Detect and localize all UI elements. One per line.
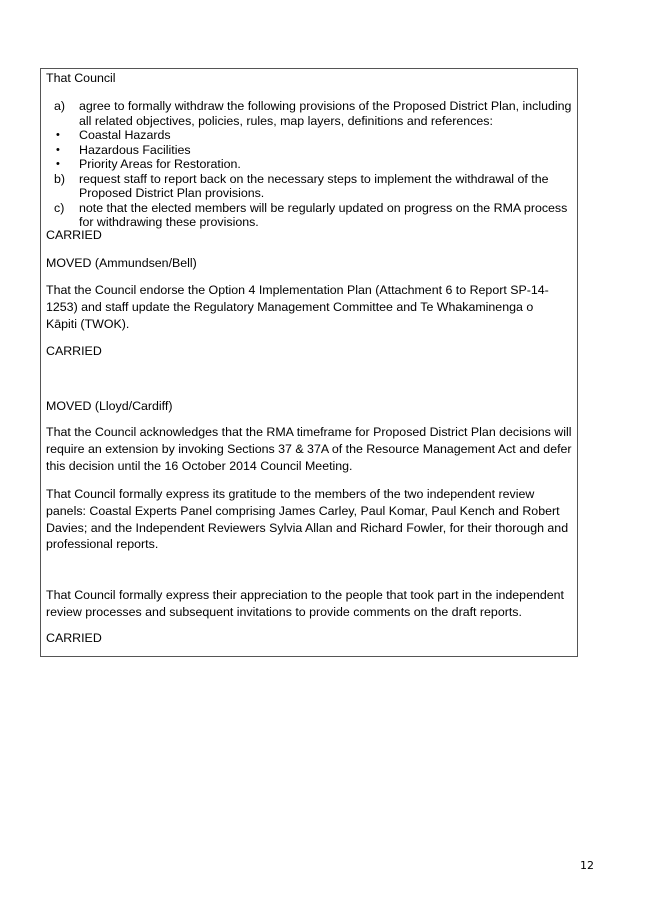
bullet-icon: •	[56, 143, 60, 156]
bullet-item-hazardous-facilities: Hazardous Facilities	[79, 142, 191, 157]
carried-label: CARRIED	[46, 228, 102, 242]
bullet-icon: •	[56, 129, 60, 141]
list-item-a-line1: agree to formally withdraw the following provisions of the Proposed District Plan, including	[79, 99, 572, 113]
carried-label: CARRIED	[46, 344, 102, 358]
resolution-gratitude-panels: That Council formally express its gratitude to the members of the two independent review panels: Coastal Experts Panel comprising James Carley, Paul Komar, Paul Kench and Robert Davies; and the Independent Reviewers Sylvia Allan and Richard Fowler, for their thorough and professional reports.	[46, 487, 569, 552]
list-item-a-line2: all related objectives, policies, rules, map layers, definitions and references:	[79, 113, 493, 128]
list-marker-c: c)	[54, 200, 65, 215]
minutes-resolution-box	[40, 68, 578, 657]
intro-text: That Council	[46, 71, 116, 85]
page-number: 12	[580, 859, 594, 872]
list-item-c-line1: note that the elected members will be regularly updated on progress on the RMA process	[79, 200, 568, 215]
list-item-c-line2: for withdrawing these provisions.	[79, 215, 259, 229]
moved-by-ammundsen-bell: MOVED (Ammundsen/Bell)	[46, 256, 197, 270]
resolution-appreciation-public: That Council formally express their appreciation to the people that took part in the independent review processes and subsequent invitations to provide comments on the draft reports.	[46, 588, 564, 619]
list-marker-a: a)	[54, 99, 66, 113]
bullet-item-priority-areas: Priority Areas for Restoration.	[79, 157, 241, 171]
moved-by-lloyd-cardiff: MOVED (Lloyd/Cardiff)	[46, 399, 173, 413]
list-marker-b: b)	[54, 171, 66, 186]
carried-label: CARRIED	[46, 631, 102, 645]
list-item-b-line1: request staff to report back on the necessary steps to implement the withdrawal of the	[79, 171, 549, 186]
list-item-b-line2: Proposed District Plan provisions.	[79, 186, 265, 200]
resolution-rma-timeframe: That the Council acknowledges that the RMA timeframe for Proposed District Plan decisions will require an extension by invoking Sections 37 & 37A of the Resource Management Act and defer this decision until the 16 October 2014 Council Meeting.	[46, 425, 572, 473]
bullet-item-coastal-hazards: Coastal Hazards	[79, 128, 171, 142]
bullet-icon: •	[56, 158, 60, 170]
resolution-option-4: That the Council endorse the Option 4 Implementation Plan (Attachment 6 to Report SP-14-1253) and staff update the Regulatory Management Committee and Te Whakaminenga o Kāpiti (TWOK).	[46, 283, 549, 331]
